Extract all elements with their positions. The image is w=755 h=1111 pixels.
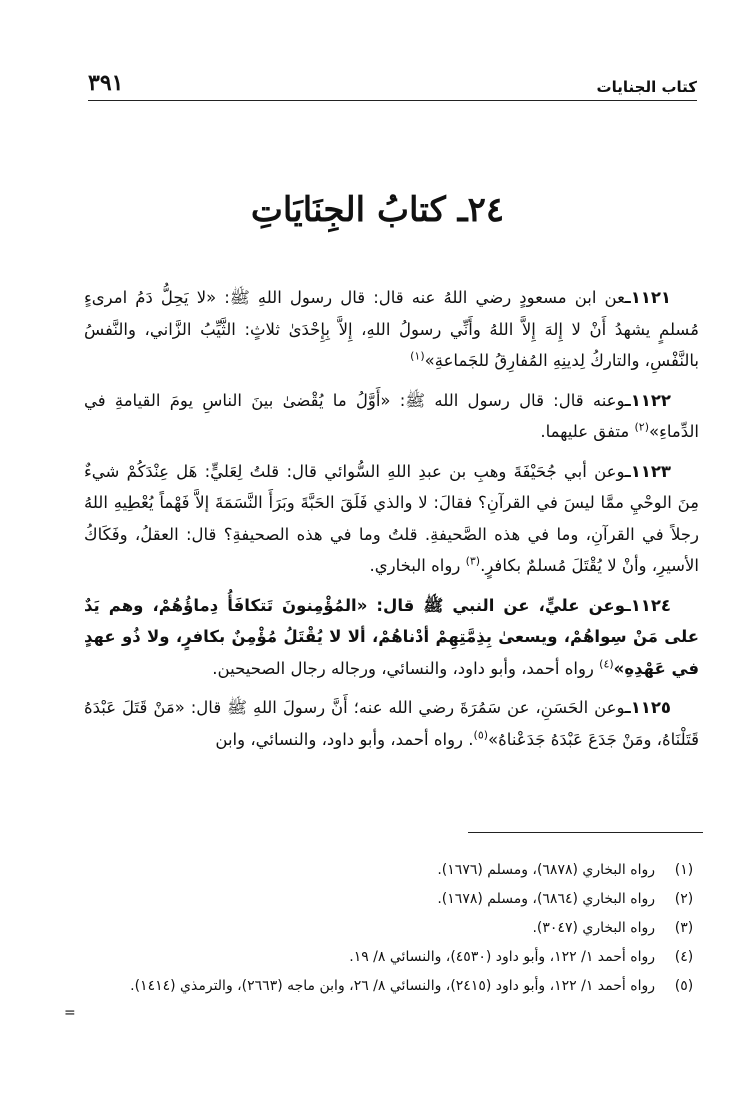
- footnote-ref: (٥): [473, 728, 489, 741]
- footnote-ref: (٣): [465, 554, 481, 568]
- hadith-number: ١١٢١ـ: [625, 288, 671, 307]
- footnote-4: [84, 943, 699, 972]
- hadith-1121: [84, 282, 699, 377]
- hadith-text: عن ابن مسعودٍ رضي اللهُ عنه قال: قال رسول اللهِ ﷺ: «لا يَحِلُّ دَمُ امرىءٍ مُسلمٍ يشهدُ أَنْ لا إِلهَ إِلاَّ اللهُ وأَنِّي رسولُ اللهِ، إِلاَّ بِإِحْدَىٰ ثلاثٍ: الثَّيِّبُ الزَّاني، والنَّفسُ بالنَّفْسِ، والتاركُ لِدينِهِ المُفارِقُ للجَماعةِ»: [84, 288, 699, 370]
- footnote-text: رواه أحمد ١/ ١٢٢، وأبو داود (٤٥٣٠)، والنسائي ٨/ ١٩.: [349, 949, 655, 965]
- page-header: [88, 62, 697, 101]
- footnote-text: رواه البخاري (٣٠٤٧).: [532, 920, 655, 936]
- hadith-after: . رواه أحمد، وأبو داود، والنسائي، وابن: [215, 729, 474, 749]
- footnote-text: رواه أحمد ١/ ١٢٢، وأبو داود (٢٤١٥)، والنسائي ٨/ ٢٦، وابن ماجه (٢٦٦٣)، والترمذي (١٤١٤).: [130, 978, 655, 994]
- footnote-3: [84, 914, 699, 943]
- hadith-number: ١١٢٣ـ: [625, 461, 671, 481]
- hadith-after: رواه البخاري.: [369, 556, 466, 575]
- footnotes: [84, 856, 699, 1001]
- running-title: كتاب الجنايات: [596, 78, 697, 96]
- footnote-2: [84, 885, 699, 914]
- hadith-number: ١١٢٢ـ: [625, 390, 671, 410]
- hadith-number: ١١٢٤ـ: [625, 595, 671, 615]
- footnote-ref: (٤): [599, 657, 614, 670]
- hadith-after: متفق عليهما.: [540, 422, 635, 441]
- hadith-1125: [84, 692, 699, 755]
- footnote-separator: [468, 832, 703, 833]
- footnote-number: (٣): [674, 920, 694, 936]
- footnote-number: (٢): [674, 891, 694, 907]
- hadith-1124: [84, 590, 699, 685]
- chapter-title: ٢٤ـ كتابُ الجِنَايَاتِ: [250, 190, 505, 230]
- hadith-1122: [84, 385, 699, 448]
- hadith-1123: [84, 456, 699, 582]
- footnote-ref: (١): [410, 349, 425, 363]
- footnote-ref: (٢): [634, 420, 649, 434]
- footnote-text: رواه البخاري (٦٨٦٤)، ومسلم (١٦٧٨).: [437, 891, 655, 907]
- hadith-text: وعن الحَسَنِ، عن سَمُرَةَ رضي الله عنه؛ أَنَّ رسولَ اللهِ ﷺ قال: «مَنْ قَتَلَ عَبْدَهُ قَتَلْنَاهُ، ومَنْ جَدَعَ عَبْدَهُ جَدَعْناهُ»: [84, 698, 699, 749]
- hadith-text: وعنه قال: قال رسول الله ﷺ: «أَوَّلُ ما يُقْضىٰ بينَ الناسِ يومَ القيامةِ في الدِّماءِ»: [84, 390, 699, 441]
- footnote-text: رواه البخاري (٦٨٧٨)، ومسلم (١٦٧٦).: [437, 862, 655, 878]
- hadith-number: ١١٢٥ـ: [625, 698, 671, 717]
- margin-mark: =: [64, 1005, 76, 1021]
- footnote-number: (٥): [674, 978, 694, 994]
- footnote-1: [84, 856, 699, 885]
- footnote-number: (٤): [674, 949, 694, 965]
- footnote-number: (١): [674, 862, 694, 878]
- hadith-after: رواه أحمد، وأبو داود، والنسائي، ورجاله رجال الصحيحين.: [212, 658, 600, 678]
- hadith-text: وعن عليٍّ، عن النبي ﷺ قال: «المُؤْمِنونَ تَتكافَأُ دِماؤُهُمْ، وهم يَدٌ على مَنْ سِواهُمْ، ويسعىٰ بِذِمَّتِهِمْ أدْناهُمْ، ألا لا يُقْتَلُ مُؤْمِنٌ بكافرٍ، ولا ذُو عهدٍ في عَهْدِهِ»: [84, 595, 699, 678]
- footnote-5: [84, 972, 699, 1001]
- hadith-text: وعن أبي جُحَيْفَةَ وهبِ بن عبدِ اللهِ السُّوائي قال: قلتُ لِعَليٍّ: هَل عِنْدَكُمْ شيءٌ مِنَ الوحْيِ ممَّا ليسَ في القرآنِ؟ فقالَ: لا والذي فَلَقَ الحَبَّةَ وبَرَأَ النَّسَمَةَ إلاَّ فَهْماً يُعْطِيهِ اللهُ رجلاً في القرآنِ، وما في هذه الصَّحيفةِ. قلتُ وما في هذه الصحيفةِ؟ قال: العقلُ، وفَكَاكُ الأسيرِ، وأنْ لا يُقْتَلَ مُسلمٌ بكافرٍ.: [84, 461, 699, 575]
- page-number: ٣٩١: [88, 70, 124, 96]
- hadith-list: [84, 282, 699, 763]
